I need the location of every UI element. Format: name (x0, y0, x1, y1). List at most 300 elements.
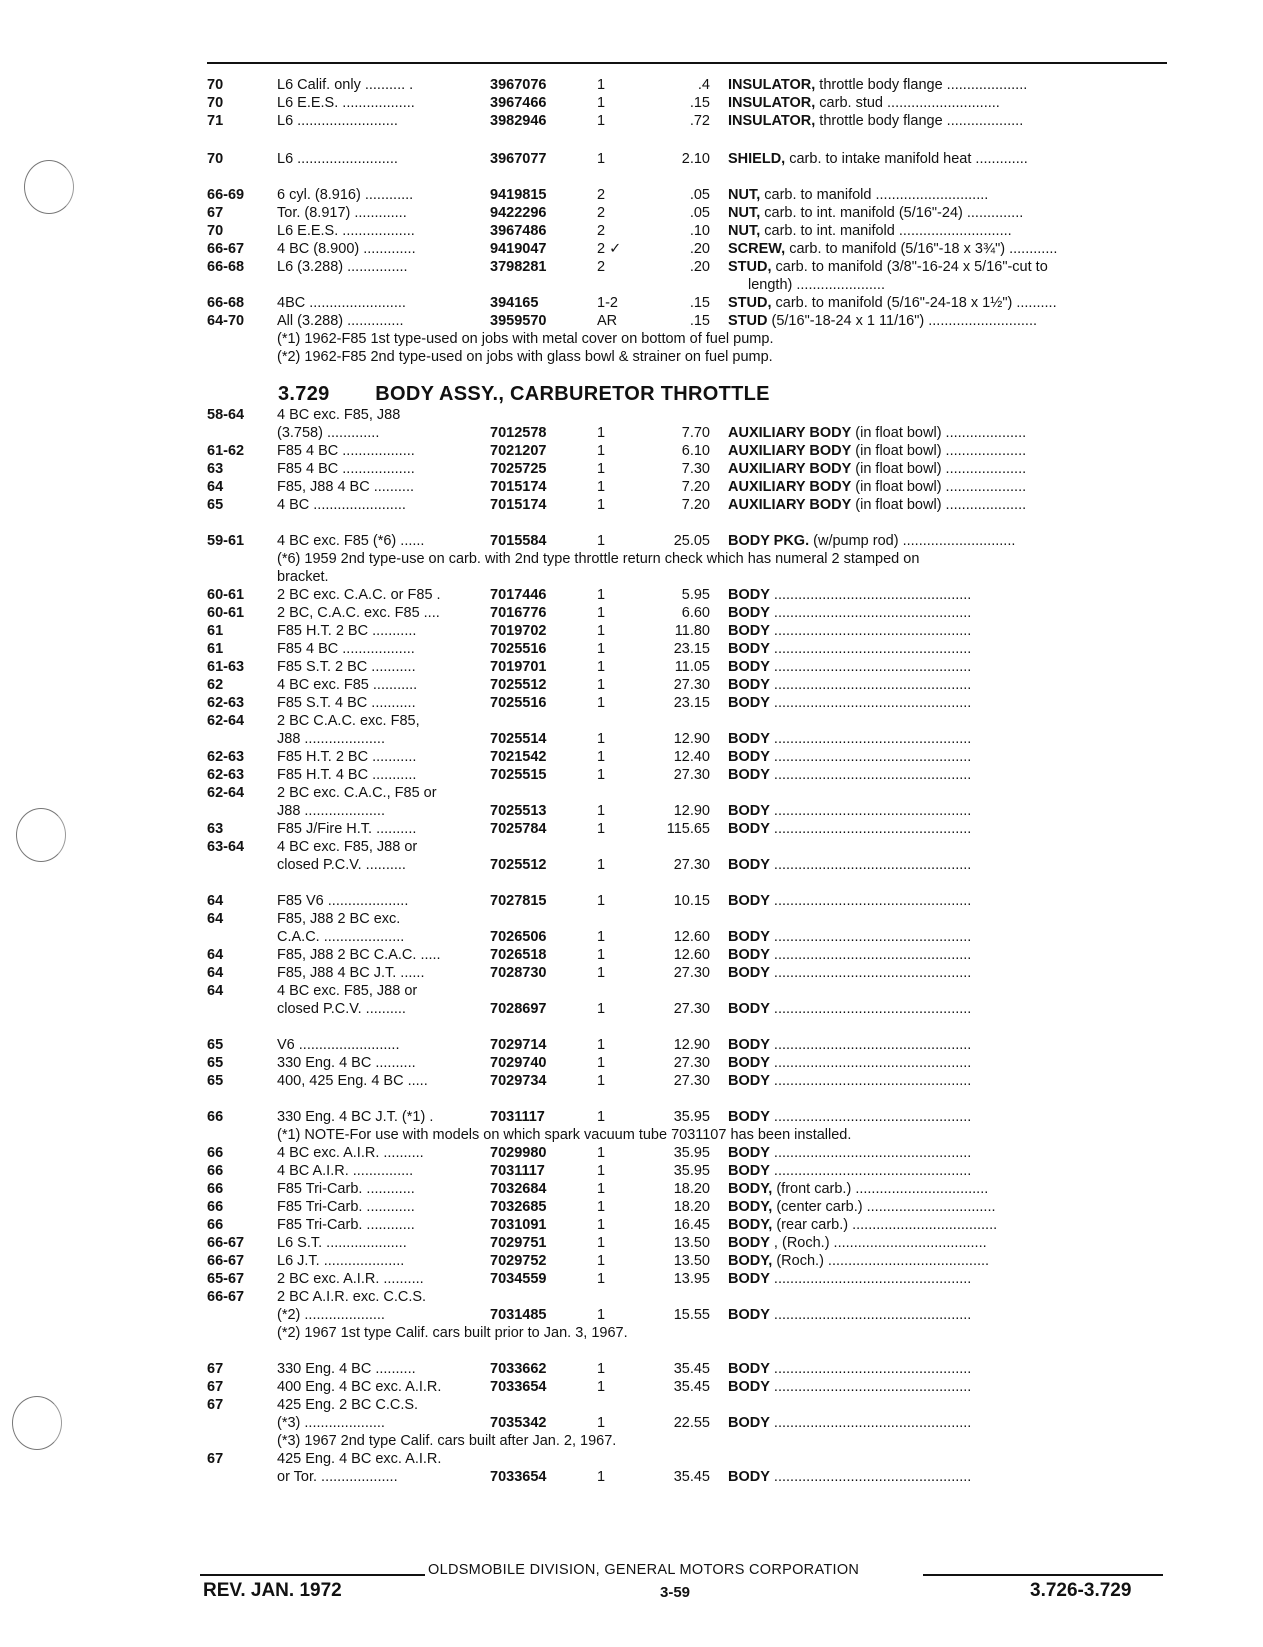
row-year: 61-62 (207, 443, 245, 459)
row-price: .15 (689, 313, 710, 329)
row-quantity: 1 (597, 893, 606, 909)
row-description (728, 748, 1163, 766)
row-part-name: SCREW, (728, 241, 786, 257)
row-part-number: 9419047 (490, 241, 547, 257)
footnote: (*1) 1962-F85 1st type-used on jobs with metal cover on bottom of fuel pump. (277, 331, 774, 347)
footnote: (*1) NOTE-For use with models on which spark vacuum tube 7031107 has been installed. (277, 1127, 852, 1143)
row-quantity: 1 (597, 1235, 606, 1251)
row-quantity: 2 (597, 259, 606, 275)
row-application: V6 ......................... (277, 1037, 400, 1053)
row-price: 22.55 (673, 1415, 710, 1431)
row-part-number: 7031117 (490, 1109, 545, 1125)
row-part-number: 7025513 (490, 803, 547, 819)
row-part-detail: ................................................. (769, 659, 972, 675)
row-part-detail: throttle body flange .................... (815, 77, 1028, 93)
row-quantity: 1 (597, 1037, 606, 1053)
table-row (0, 910, 1263, 928)
row-application: 425 Eng. 4 BC exc. A.I.R. (277, 1451, 442, 1467)
row-price: 12.40 (673, 749, 710, 765)
footer-page-number: 3-59 (660, 1584, 691, 1601)
row-quantity: 1 (597, 1109, 606, 1125)
row-quantity: 1 (597, 425, 606, 441)
row-year: 62-63 (207, 767, 245, 783)
section-number: 3.729 (278, 383, 330, 405)
row-part-name: BODY (728, 731, 770, 747)
row-part-detail: ................................................. (769, 803, 972, 819)
row-application: 4 BC A.I.R. ............... (277, 1163, 414, 1179)
footer-revision: REV. JAN. 1972 (203, 1580, 342, 1601)
table-row (0, 964, 1263, 982)
row-part-detail: ................................................. (769, 1361, 972, 1377)
row-part-number: 7015584 (490, 533, 547, 549)
row-part-number: 3967076 (490, 77, 547, 93)
row-year: 63 (207, 821, 224, 837)
row-application: F85 S.T. 4 BC ........... (277, 695, 416, 711)
table-row (0, 258, 1263, 276)
row-part-name: BODY (728, 965, 770, 981)
row-part-number: 7025515 (490, 767, 547, 783)
row-part-detail: ................................................. (769, 1109, 972, 1125)
row-price: 10.15 (673, 893, 710, 909)
row-price: 2.10 (681, 151, 710, 167)
table-row (0, 1216, 1263, 1234)
row-year: 62-64 (207, 785, 245, 801)
row-part-detail: ................................................. (769, 731, 972, 747)
row-part-name: BODY (728, 695, 770, 711)
row-year: 70 (207, 223, 224, 239)
row-price: 115.65 (666, 821, 710, 837)
row-price: 27.30 (673, 767, 710, 783)
row-quantity: 1 (597, 587, 606, 603)
row-application: J88 .................... (277, 731, 385, 747)
row-description (728, 604, 1163, 622)
table-row (0, 1450, 1263, 1468)
row-application: 2 BC exc. A.I.R. .......... (277, 1271, 424, 1287)
row-description (728, 186, 1163, 204)
row-part-detail: (w/pump rod) ............................ (809, 533, 1016, 549)
row-price: 6.10 (681, 443, 710, 459)
row-part-name: BODY (728, 1235, 770, 1251)
row-part-name: BODY (728, 1379, 770, 1395)
row-description (728, 1414, 1163, 1432)
row-year: 65 (207, 497, 224, 513)
table-row (0, 496, 1263, 514)
section-heading (278, 383, 770, 406)
row-description (728, 1144, 1163, 1162)
row-part-detail: ................................................. (769, 767, 972, 783)
row-part-number: 7025512 (490, 857, 547, 873)
row-year: 65 (207, 1073, 224, 1089)
row-description (728, 730, 1163, 748)
row-application: F85, J88 4 BC .......... (277, 479, 414, 495)
table-row (0, 1180, 1263, 1198)
row-quantity: 1 (597, 857, 606, 873)
row-part-detail: ................................................. (769, 1001, 972, 1017)
row-part-detail: ................................................. (769, 1307, 972, 1323)
row-part-detail: ................................................. (769, 749, 972, 765)
row-quantity: 1 (597, 947, 606, 963)
row-year: 62-63 (207, 749, 245, 765)
row-part-detail: ................................................. (769, 1271, 972, 1287)
row-part-number: 3982946 (490, 113, 547, 129)
row-description (728, 820, 1163, 838)
row-year: 66-67 (207, 1253, 245, 1269)
row-part-number: 9422296 (490, 205, 547, 221)
row-part-detail: (front carb.) ................................. (772, 1181, 989, 1197)
table-row (0, 204, 1263, 222)
row-description (728, 1216, 1163, 1234)
row-description (728, 1270, 1163, 1288)
row-year: 70 (207, 95, 224, 111)
row-part-name: STUD, (728, 295, 772, 311)
row-application: 4 BC exc. F85 ........... (277, 677, 418, 693)
row-year: 60-61 (207, 587, 245, 603)
row-quantity: 1 (597, 965, 606, 981)
row-quantity: 1 (597, 497, 606, 513)
row-description (728, 928, 1163, 946)
row-part-number: 3798281 (490, 259, 547, 275)
row-part-detail: ................................................. (769, 1073, 972, 1089)
row-year: 60-61 (207, 605, 245, 621)
row-part-number: 7025784 (490, 821, 547, 837)
row-part-name: INSULATOR, (728, 77, 816, 93)
row-application: or Tor. ................... (277, 1469, 398, 1485)
row-part-number: 7029980 (490, 1145, 547, 1161)
table-row (0, 442, 1263, 460)
row-description (728, 964, 1163, 982)
row-application: L6 ......................... (277, 151, 398, 167)
row-quantity: 1 (597, 533, 606, 549)
row-application: 4 BC exc. F85, J88 or (277, 839, 418, 855)
row-part-number: 7021207 (490, 443, 547, 459)
row-part-name: NUT, (728, 205, 761, 221)
row-part-name: INSULATOR, (728, 113, 816, 129)
row-quantity: 1 (597, 767, 606, 783)
row-application: 2 BC, C.A.C. exc. F85 .... (277, 605, 440, 621)
row-price: 35.45 (673, 1361, 710, 1377)
row-application: 4 BC ....................... (277, 497, 406, 513)
row-year: 65 (207, 1037, 224, 1053)
row-price: 11.80 (674, 623, 710, 639)
row-part-name: NUT, (728, 187, 761, 203)
row-part-name: STUD (728, 313, 768, 329)
row-part-name: BODY (728, 1001, 770, 1017)
row-quantity: 1 (597, 95, 606, 111)
row-application: 6 cyl. (8.916) ............ (277, 187, 414, 203)
row-price: 27.30 (673, 677, 710, 693)
row-quantity: 1 (597, 929, 606, 945)
row-description (728, 442, 1163, 460)
row-year: 64 (207, 965, 224, 981)
row-application: F85 H.T. 4 BC ........... (277, 767, 417, 783)
row-part-detail: ................................................. (769, 893, 972, 909)
row-part-name: BODY, (728, 1199, 773, 1215)
row-description (728, 112, 1163, 130)
row-part-detail: ................................................. (769, 641, 972, 657)
row-description (728, 1306, 1163, 1324)
row-part-name: NUT, (728, 223, 761, 239)
row-year: 66 (207, 1109, 224, 1125)
row-part-name: AUXILIARY BODY (728, 479, 852, 495)
row-part-name: BODY (728, 929, 770, 945)
table-row (0, 928, 1263, 946)
table-row (0, 802, 1263, 820)
row-description (728, 1198, 1163, 1216)
row-quantity: 1-2 (597, 295, 618, 311)
row-part-name: AUXILIARY BODY (728, 461, 852, 477)
row-application: J88 .................... (277, 803, 385, 819)
row-year: 62-64 (207, 713, 245, 729)
table-row (0, 1360, 1263, 1378)
row-part-number: 7028730 (490, 965, 547, 981)
row-application: closed P.C.V. .......... (277, 1001, 406, 1017)
row-application: 330 Eng. 4 BC .......... (277, 1361, 416, 1377)
row-year: 66-67 (207, 241, 245, 257)
table-row (0, 150, 1263, 168)
row-year: 61 (207, 641, 224, 657)
row-price: .15 (689, 295, 710, 311)
row-price: 35.95 (673, 1145, 710, 1161)
row-quantity: 2 (597, 223, 606, 239)
row-quantity: 1 (597, 1271, 606, 1287)
row-price: 12.90 (673, 731, 710, 747)
table-row (0, 460, 1263, 478)
table-row (0, 982, 1263, 1000)
row-year: 66 (207, 1217, 224, 1233)
row-application: F85 J/Fire H.T. .......... (277, 821, 417, 837)
row-description (728, 586, 1163, 604)
row-price: 5.95 (681, 587, 710, 603)
row-part-detail: carb. to manifold ............................ (760, 187, 989, 203)
row-description (728, 204, 1163, 222)
row-part-detail: carb. to int. manifold ............................ (760, 223, 1012, 239)
row-application: F85 4 BC .................. (277, 443, 415, 459)
row-part-number: 9419815 (490, 187, 547, 203)
row-application: 400, 425 Eng. 4 BC ..... (277, 1073, 428, 1089)
row-price: 18.20 (673, 1199, 710, 1215)
row-part-name: BODY (728, 767, 770, 783)
row-part-number: 7012578 (490, 425, 547, 441)
row-quantity: 1 (597, 1001, 606, 1017)
row-description (728, 622, 1163, 640)
row-quantity: 1 (597, 1145, 606, 1161)
row-quantity: 1 (597, 731, 606, 747)
row-application: F85 H.T. 2 BC ........... (277, 749, 417, 765)
section-title: BODY ASSY., CARBURETOR THROTTLE (375, 383, 770, 405)
row-part-detail: carb. stud ............................ (815, 95, 1000, 111)
row-application: F85 Tri-Carb. ............ (277, 1217, 415, 1233)
table-row (0, 478, 1263, 496)
row-part-number: 7033662 (490, 1361, 547, 1377)
row-part-name: BODY (728, 677, 770, 693)
row-description (728, 1162, 1163, 1180)
table-row (0, 1414, 1263, 1432)
table-row (0, 622, 1263, 640)
row-year: 66 (207, 1199, 224, 1215)
row-description (728, 294, 1163, 312)
row-part-number: 3959570 (490, 313, 547, 329)
row-year: 70 (207, 77, 224, 93)
row-year: 66 (207, 1145, 224, 1161)
row-year: 64 (207, 911, 224, 927)
row-description (728, 496, 1163, 514)
row-quantity: 1 (597, 1361, 606, 1377)
row-part-name: BODY PKG. (728, 533, 810, 549)
row-quantity: 1 (597, 1199, 606, 1215)
row-price: 7.70 (681, 425, 710, 441)
row-quantity: 2 (597, 205, 606, 221)
table-row (0, 406, 1263, 424)
row-application: 4 BC exc. F85, J88 (277, 407, 401, 423)
row-application: L6 ......................... (277, 113, 398, 129)
table-row (0, 312, 1263, 330)
row-part-detail: (5/16"-18-24 x 1 11/16") ........................... (767, 313, 1038, 329)
row-quantity: 1 (597, 695, 606, 711)
row-price: 27.30 (673, 1001, 710, 1017)
row-part-number: 7032684 (490, 1181, 547, 1197)
row-application: 330 Eng. 4 BC J.T. (*1) . (277, 1109, 434, 1125)
row-price: .05 (689, 187, 710, 203)
row-application: 2 BC A.I.R. exc. C.C.S. (277, 1289, 427, 1305)
row-quantity: 2 ✓ (597, 241, 622, 257)
row-year: 66-67 (207, 1289, 245, 1305)
row-price: 27.30 (673, 965, 710, 981)
row-application: F85 Tri-Carb. ............ (277, 1181, 415, 1197)
row-description (728, 1468, 1163, 1486)
row-part-name: BODY (728, 1037, 770, 1053)
row-quantity: 1 (597, 443, 606, 459)
row-quantity: 1 (597, 1163, 606, 1179)
table-row (0, 892, 1263, 910)
row-quantity: 1 (597, 605, 606, 621)
table-row (0, 94, 1263, 112)
row-description (728, 694, 1163, 712)
row-part-name: BODY (728, 587, 770, 603)
row-quantity: 1 (597, 641, 606, 657)
row-part-number: 7019701 (490, 659, 547, 675)
row-quantity: 1 (597, 1253, 606, 1269)
table-row (0, 1234, 1263, 1252)
row-part-number: 7029740 (490, 1055, 547, 1071)
row-description (728, 1054, 1163, 1072)
table-row (0, 294, 1263, 312)
row-part-detail: ................................................. (769, 1469, 972, 1485)
row-year: 59-61 (207, 533, 245, 549)
row-year: 67 (207, 205, 224, 221)
row-application: F85 S.T. 2 BC ........... (277, 659, 416, 675)
table-row (0, 820, 1263, 838)
row-price: 35.95 (673, 1109, 710, 1125)
row-year: 66 (207, 1163, 224, 1179)
row-year: 67 (207, 1361, 224, 1377)
row-description (728, 1072, 1163, 1090)
row-part-number: 3967486 (490, 223, 547, 239)
row-quantity: 1 (597, 677, 606, 693)
row-price: .05 (689, 205, 710, 221)
row-part-number: 7034559 (490, 1271, 547, 1287)
row-part-detail: (center carb.) ................................ (772, 1199, 996, 1215)
row-application: 400 Eng. 4 BC exc. A.I.R. (277, 1379, 442, 1395)
row-part-detail: , (Roch.) ...................................... (769, 1235, 987, 1251)
row-description (728, 312, 1163, 330)
row-year: 67 (207, 1451, 224, 1467)
row-part-number: 7021542 (490, 749, 547, 765)
row-application: F85 V6 .................... (277, 893, 409, 909)
row-price: 13.50 (673, 1235, 710, 1251)
row-description (728, 150, 1163, 168)
row-part-name: BODY, (728, 1181, 773, 1197)
row-price: 35.45 (673, 1379, 710, 1395)
row-price: 13.50 (673, 1253, 710, 1269)
row-application: 2 BC exc. C.A.C. or F85 . (277, 587, 441, 603)
table-row (0, 748, 1263, 766)
row-part-number: 7025516 (490, 641, 547, 657)
row-price: 7.20 (681, 497, 710, 513)
row-part-number: 3967466 (490, 95, 547, 111)
row-part-detail: ................................................. (769, 587, 972, 603)
table-row (0, 1396, 1263, 1414)
row-year: 64-70 (207, 313, 245, 329)
row-description (728, 1234, 1163, 1252)
row-quantity: 1 (597, 749, 606, 765)
row-part-detail: ................................................. (769, 605, 972, 621)
row-price: 25.05 (673, 533, 710, 549)
row-part-detail: ................................................. (769, 1415, 972, 1431)
row-part-number: 7032685 (490, 1199, 547, 1215)
row-part-name: BODY (728, 1271, 770, 1287)
table-row (0, 676, 1263, 694)
row-year: 66-68 (207, 295, 245, 311)
row-description (728, 1108, 1163, 1126)
row-price: .72 (689, 113, 710, 129)
row-quantity: 1 (597, 479, 606, 495)
row-part-number: 7031485 (490, 1307, 547, 1323)
row-price: .10 (689, 223, 710, 239)
table-row (0, 1108, 1263, 1126)
row-price: 15.55 (673, 1307, 710, 1323)
table-row (0, 1000, 1263, 1018)
row-description (728, 658, 1163, 676)
row-part-name: BODY, (728, 1217, 773, 1233)
row-description (728, 640, 1163, 658)
row-year: 62-63 (207, 695, 245, 711)
table-row (0, 186, 1263, 204)
row-part-detail: carb. to manifold (3/8"-16-24 x 5/16"-cut to (771, 259, 1048, 275)
row-quantity: 1 (597, 623, 606, 639)
row-part-detail: carb. to intake manifold heat ............. (785, 151, 1028, 167)
row-part-name: BODY (728, 1307, 770, 1323)
footer-division: OLDSMOBILE DIVISION, GENERAL MOTORS CORPORATION (428, 1562, 860, 1578)
table-row (0, 784, 1263, 802)
row-part-detail: (in float bowl) .................... (851, 443, 1027, 459)
row-description (728, 1360, 1163, 1378)
row-price: 7.20 (681, 479, 710, 495)
row-quantity: 1 (597, 659, 606, 675)
footer-section-range: 3.726-3.729 (1030, 1580, 1132, 1601)
table-row (0, 766, 1263, 784)
row-part-name: BODY (728, 605, 770, 621)
row-part-number: 7029734 (490, 1073, 547, 1089)
row-year: 62 (207, 677, 224, 693)
row-part-detail: ................................................. (769, 947, 972, 963)
row-price: 23.15 (673, 641, 710, 657)
row-application: 4 BC exc. F85, J88 or (277, 983, 418, 999)
row-part-detail: carb. to manifold (5/16"-24-18 x 1½") .......... (771, 295, 1057, 311)
row-part-name: BODY (728, 641, 770, 657)
row-part-number: 394165 (490, 295, 539, 311)
row-part-detail: carb. to manifold (5/16"-18 x 3¾") ............ (785, 241, 1058, 257)
table-row (0, 1468, 1263, 1486)
